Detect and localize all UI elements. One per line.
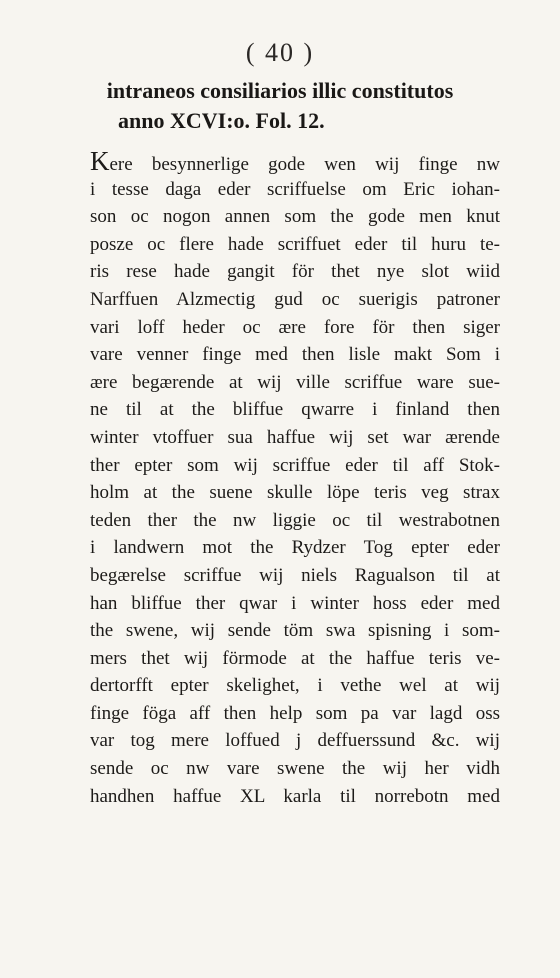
body-line: sende oc nw vare swene the wij her vidh	[90, 758, 500, 780]
body-line: vare venner finge med then lisle makt Som i	[90, 344, 500, 366]
body-line-1	[90, 148, 500, 176]
body-line: finge föga aff then help som pa var lagd oss	[90, 702, 500, 724]
body-line: vari loff heder oc ære fore för then siger	[90, 316, 500, 338]
body-line: dertorfft epter skelighet, i vethe wel at wij	[90, 675, 500, 697]
body-line: var tog mere loffued j deffuerssund &c. wij	[90, 730, 500, 752]
body-line: ther epter som wij scriffue eder til aff Stok-	[90, 454, 500, 476]
body-line: teden ther the nw liggie oc til westrabotnen	[90, 509, 500, 531]
letter-body	[90, 148, 500, 810]
body-line: Narffuen Alzmectig gud oc suerigis patroner	[90, 288, 500, 310]
body-line: mers thet wij förmode at the haffue teris ve-	[90, 647, 500, 669]
body-line: han bliffue ther qwar i winter hoss eder med	[90, 592, 500, 614]
body-line: i landwern mot the Rydzer Tog epter eder	[90, 537, 500, 559]
body-line: son oc nogon annen som the gode men knut	[90, 206, 500, 228]
body-line-1-text: ere besynnerlige gode wen wij finge nw	[109, 154, 500, 175]
body-line: ære begærende at wij ville scriffue ware sue-	[90, 371, 500, 393]
body-line: winter vtoffuer sua haffue wij set war ærende	[90, 426, 500, 448]
body-line: holm at the suene skulle löpe teris veg strax	[90, 482, 500, 504]
heading-line-1: intraneos consiliarios illic constitutos	[106, 78, 454, 103]
body-line: ris rese hade gangit för thet nye slot wiid	[90, 261, 500, 283]
heading-line-2: anno XCVI:o. Fol. 12.	[118, 108, 325, 133]
body-line: begærelse scriffue wij niels Ragualson til at	[90, 564, 500, 586]
body-line: handhen haffue XL karla til norrebotn med	[90, 785, 500, 807]
body-line: the swene, wij sende töm swa spisning i som-	[90, 620, 500, 642]
page-number: ( 40 )	[245, 38, 315, 67]
body-line: ne til at the bliffue qwarre i finland then	[90, 399, 500, 421]
body-line: i tesse daga eder scriffuelse om Eric iohan-	[90, 178, 500, 200]
drop-initial: K	[90, 148, 110, 176]
body-line: posze oc flere hade scriffuet eder til huru te-	[90, 233, 500, 255]
